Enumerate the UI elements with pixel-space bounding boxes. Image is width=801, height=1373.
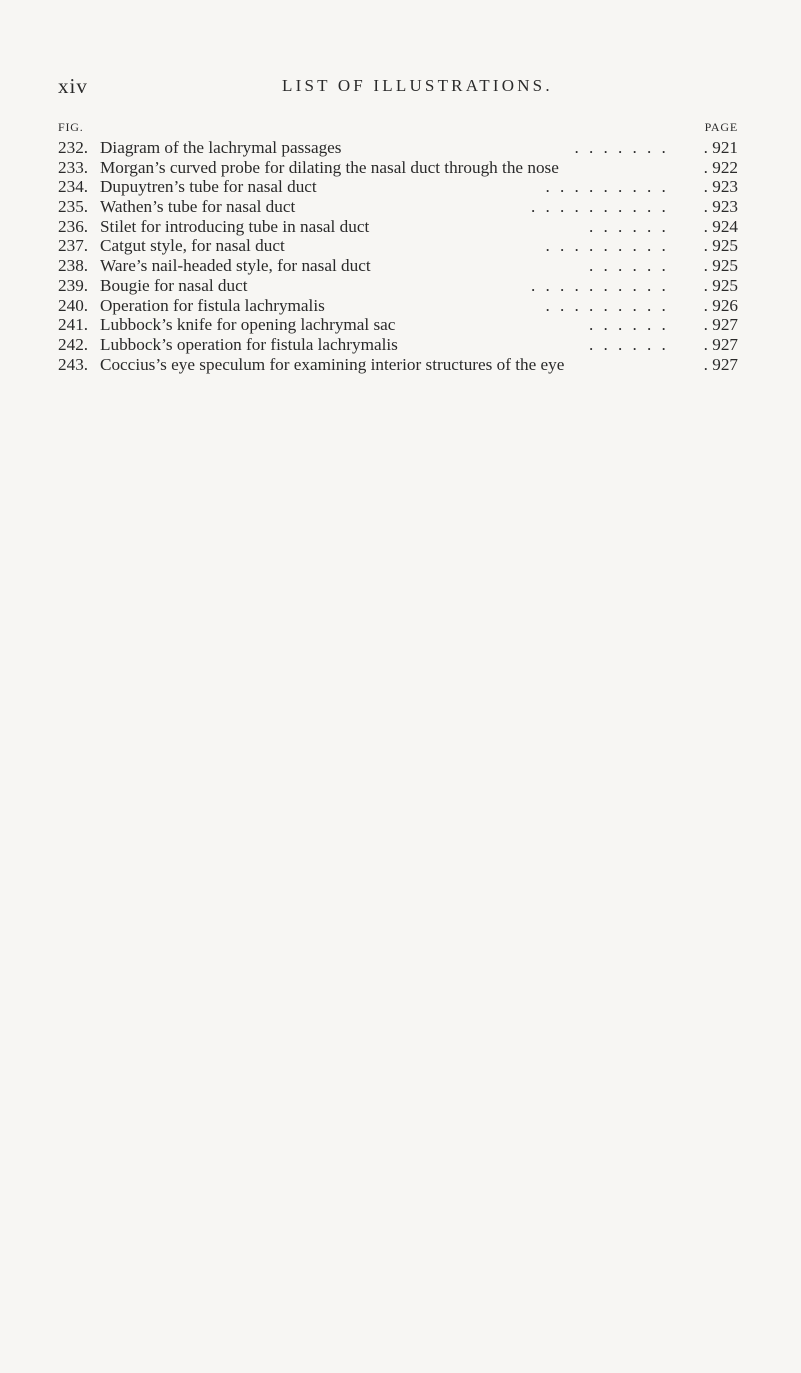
list-item <box>58 315 738 335</box>
dot-leader: .......... <box>531 197 676 217</box>
figure-number: 242. <box>58 334 89 354</box>
page-reference: . 925 <box>704 276 738 296</box>
page-reference: . 927 <box>704 355 738 375</box>
list-item <box>58 256 738 276</box>
illustrations-list <box>58 138 738 374</box>
dot-leader: ......... <box>545 236 676 256</box>
column-headers <box>58 120 738 138</box>
list-item <box>58 217 738 237</box>
dot-leader: .......... <box>531 275 676 295</box>
figure-number: 239. <box>58 275 89 295</box>
page-reference: . 925 <box>704 236 738 256</box>
dot-leader: ...... <box>589 334 676 354</box>
page-column-header: PAGE <box>704 120 738 134</box>
list-item <box>58 276 738 296</box>
page-title: LIST OF ILLUSTRATIONS. <box>282 76 553 95</box>
figure-number: 233. <box>58 157 89 177</box>
dot-leader: ...... <box>589 256 676 276</box>
page-reference: . 923 <box>704 197 738 217</box>
dot-leader: ....... <box>574 138 676 157</box>
figure-title: Wathen’s tube for nasal duct <box>100 197 296 217</box>
figure-number: 241. <box>58 315 89 335</box>
fig-column-header: FIG. <box>58 120 84 134</box>
dot-leader: ......... <box>545 177 676 197</box>
page-reference: . 927 <box>704 335 738 355</box>
figure-title: Catgut style, for nasal duct <box>100 236 285 256</box>
figure-title: Dupuytren’s tube for nasal duct <box>100 177 317 197</box>
list-item <box>58 158 738 178</box>
list-item <box>58 335 738 355</box>
figure-title: Lubbock’s knife for opening lachrymal sac <box>100 315 396 335</box>
page-reference: . 923 <box>704 177 738 197</box>
page-reference: . 922 <box>704 158 738 178</box>
figure-title: Bougie for nasal duct <box>100 275 248 295</box>
running-head <box>58 74 738 104</box>
page-reference: . 927 <box>704 315 738 335</box>
figure-number: 238. <box>58 256 89 276</box>
list-item <box>58 296 738 316</box>
dot-leader: ...... <box>589 216 676 236</box>
figure-title: Stilet for introducing tube in nasal duct <box>100 216 370 236</box>
figure-title: Coccius’s eye speculum for examining interior structures of the eye <box>100 354 565 374</box>
figure-title: Morgan’s curved probe for dilating the nasal duct through the nose <box>100 157 559 177</box>
list-item <box>58 138 738 158</box>
list-item <box>58 236 738 256</box>
page-reference: . 926 <box>704 296 738 316</box>
figure-number: 235. <box>58 197 89 217</box>
page-number: xiv <box>58 74 88 98</box>
page-reference: . 925 <box>704 256 738 276</box>
figure-title: Operation for fistula lachrymalis <box>100 295 325 315</box>
figure-number: 240. <box>58 295 89 315</box>
figure-title: Lubbock’s operation for fistula lachrymalis <box>100 334 398 354</box>
dot-leader: ......... <box>545 295 676 315</box>
list-item <box>58 177 738 197</box>
page-reference: . 924 <box>704 217 738 237</box>
figure-number: 232. <box>58 138 89 157</box>
figure-number: 243. <box>58 354 89 374</box>
dot-leader: ...... <box>589 315 676 335</box>
figure-title: Ware’s nail-headed style, for nasal duct <box>100 256 371 276</box>
figure-number: 234. <box>58 177 89 197</box>
figure-number: 237. <box>58 236 89 256</box>
list-item <box>58 197 738 217</box>
figure-title: Diagram of the lachrymal passages <box>100 138 342 157</box>
page-reference: . 921 <box>704 138 738 158</box>
list-item <box>58 355 738 375</box>
figure-number: 236. <box>58 216 89 236</box>
